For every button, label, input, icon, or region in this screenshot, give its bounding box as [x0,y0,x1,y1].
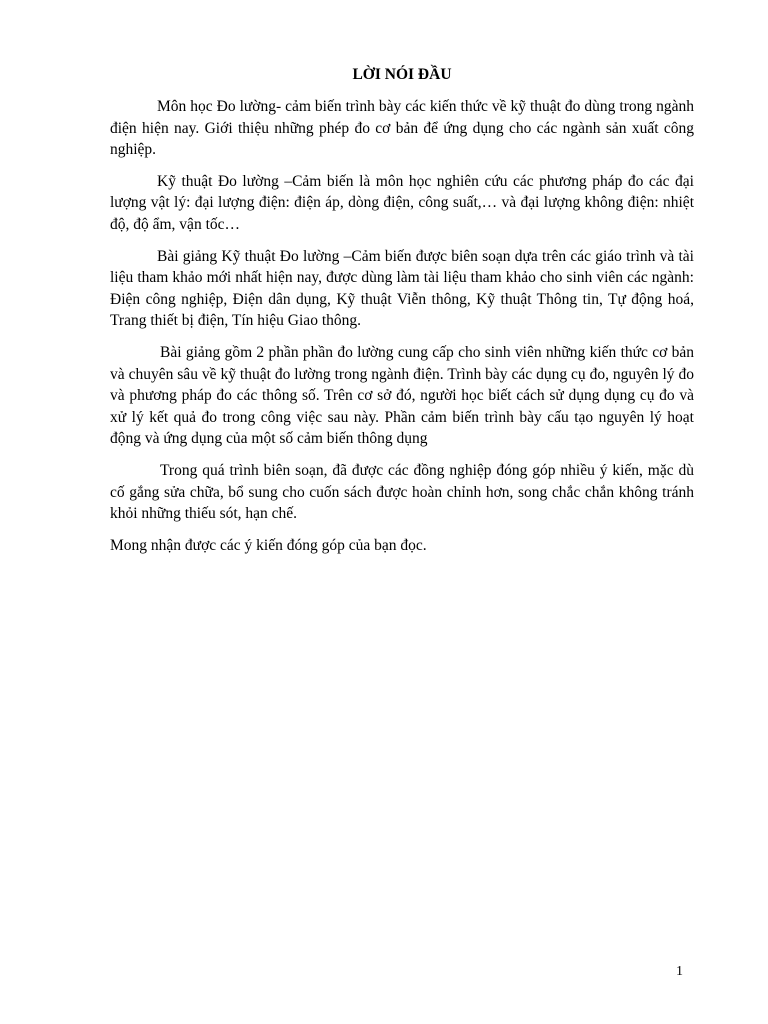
paragraph-definition: Kỹ thuật Đo lường –Cảm biến là môn học nghiên cứu các phương pháp đo các đại lượng vật lý: đại lượng điện: điện áp, dòng điện, công suất,… và đại lượng không điện: nhiệt độ, độ ẩm, vận tốc… [110,172,694,233]
paragraph-structure: Bài giảng gồm 2 phần phần đo lường cung cấp cho sinh viên những kiến thức cơ bản và chuyên sâu về kỹ thuật đo lường trong ngành điện. Trình bày các dụng cụ đo, nguyên lý đo và phương pháp đo các thông số. Trên cơ sở đó, người học biết cách sử dụng dụng cụ đo và xử lý kết quả đo trong công việc sau này. Phần cảm biến trình bày cấu tạo nguyên lý hoạt động và ứng dụng của một số cảm biến thông dụng [110,343,694,448]
paragraph-acknowledgement: Trong quá trình biên soạn, đã được các đồng nghiệp đóng góp nhiều ý kiến, mặc dù cố gắng sửa chữa, bổ sung cho cuốn sách được hoàn chỉnh hơn, song chắc chắn không tránh khỏi những thiếu sót, hạn chế. [110,461,694,523]
page-number: 1 [676,964,683,979]
paragraph-sources: Bài giảng Kỹ thuật Đo lường –Cảm biến được biên soạn dựa trên các giáo trình và tài liệu tham khảo mới nhất hiện nay, được dùng làm tài liệu tham khảo cho sinh viên các ngành: Điện công nghiệp, Điện dân dụng, Kỹ thuật Viễn thông, Kỹ thuật Thông tin, Tự động hoá, Trang thiết bị điện, Tín hiệu Giao thông. [110,247,694,330]
paragraph-intro: Môn học Đo lường- cảm biến trình bày các kiến thức về kỹ thuật đo dùng trong ngành điện hiện nay. Giới thiệu những phép đo cơ bản để ứng dụng cho các ngành sản xuất công nghiệp. [110,98,694,159]
paragraph-closing: Mong nhận được các ý kiến đóng góp của bạn đọc. [110,536,427,554]
document-page [110,64,694,566]
document-title: LỜI NÓI ĐẦU [352,66,452,83]
